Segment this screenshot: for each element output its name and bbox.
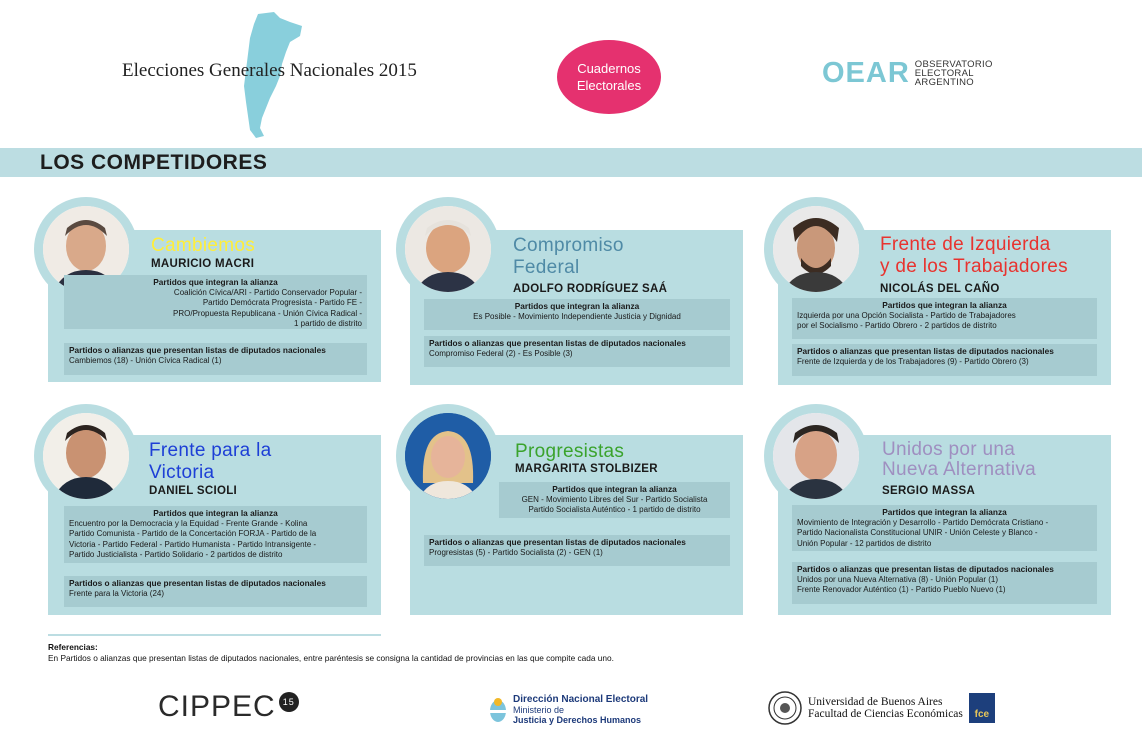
uba-line-1: Universidad de Buenos Aires bbox=[808, 696, 943, 708]
uba-seal-icon bbox=[768, 691, 802, 725]
section-title: LOS COMPETIDORES bbox=[40, 151, 268, 174]
references-heading: Referencias: bbox=[48, 642, 98, 652]
alliance-heading: Partidos que integran la alianza bbox=[514, 301, 640, 311]
lists-heading: Partidos o alianzas que presentan listas de diputados nacionales bbox=[69, 345, 326, 355]
alliance-text: Encuentro por la Democracia y la Equidad - Frente Grande - Kolina Partido Comunista - Partido de la Concertación FORJA - Partido de la Victoria - Partido Federal - Partido Humanista - Partido Intransigente - Partido Justicialista - Partido Solidario - 2 partidos de distrito bbox=[69, 518, 317, 559]
alliance-heading: Partidos que integran la alianza bbox=[153, 508, 278, 518]
lists-text: Progresistas (5) - Partido Socialista (2) - GEN (1) bbox=[429, 547, 603, 557]
lists-heading: Partidos o alianzas que presentan listas de diputados nacionales bbox=[429, 338, 686, 348]
alliance-box bbox=[424, 299, 730, 330]
fce-logo: fce bbox=[969, 693, 995, 723]
dne-sub-1: Ministerio de bbox=[513, 705, 565, 715]
lists-text: Unidos por una Nueva Alternativa (8) - Unión Popular (1) Frente Renovador Auténtico (1) - Partido Pueblo Nuevo (1) bbox=[797, 574, 1006, 594]
photo-ring bbox=[34, 404, 138, 508]
candidate-photo bbox=[405, 413, 491, 499]
lists-text: Compromiso Federal (2) - Es Posible (3) bbox=[429, 348, 573, 358]
badge-label: Cuadernos Electorales bbox=[576, 61, 642, 93]
references-text: En Partidos o alianzas que presentan listas de diputados nacionales, entre paréntesis se consigna la cantidad de provincias en las que compite cada uno. bbox=[48, 652, 614, 663]
alliance-box bbox=[64, 275, 367, 329]
argentina-seal-icon bbox=[488, 696, 508, 724]
references bbox=[48, 642, 614, 663]
alliance-heading: Partidos que integran la alianza bbox=[153, 277, 278, 287]
candidate-name: MARGARITA STOLBIZER bbox=[515, 463, 658, 475]
cippec-logo bbox=[158, 690, 299, 724]
uba-logo bbox=[768, 691, 995, 725]
lists-text: Cambiemos (18) - Unión Cívica Radical (1) bbox=[69, 355, 222, 365]
oear-line-3: ARGENTINO bbox=[914, 77, 974, 88]
alliance-text: Movimiento de Integración y Desarrollo - Partido Demócrata Cristiano - Partido Nacionalista Constitucional UNIR - Unión Celeste y Blanco - Unión Popular - 12 partidos de distrito bbox=[797, 517, 1049, 548]
alliance-heading: Partidos que integran la alianza bbox=[882, 300, 1007, 310]
party-name: Compromiso Federal bbox=[513, 235, 624, 278]
oear-logo bbox=[822, 57, 993, 90]
party-name: Progresistas bbox=[515, 441, 625, 462]
photo-ring bbox=[764, 197, 868, 301]
candidate-name: SERGIO MASSA bbox=[882, 485, 976, 497]
lists-heading: Partidos o alianzas que presentan listas de diputados nacionales bbox=[429, 537, 686, 547]
oear-line-1: OBSERVATORIO bbox=[914, 59, 993, 70]
alliance-text: Coalición Cívica/ARI - Partido Conservador Popular - Partido Demócrata Progresista - Partido FE - PRO/Propuesta Republicana - Unión Cívica Radical - 1 partido de distrito bbox=[173, 287, 362, 328]
dne-text bbox=[513, 695, 648, 725]
alliance-heading: Partidos que integran la alianza bbox=[552, 484, 677, 494]
alliance-box bbox=[64, 506, 367, 563]
photo-ring bbox=[764, 404, 868, 508]
lists-box bbox=[64, 576, 367, 607]
lists-heading: Partidos o alianzas que presentan listas de diputados nacionales bbox=[797, 564, 1054, 574]
alliance-box bbox=[499, 482, 730, 518]
party-name: Unidos por una Nueva Alternativa bbox=[882, 439, 1037, 480]
party-name: Cambiemos bbox=[151, 235, 256, 256]
uba-line-2: Facultad de Ciencias Económicas bbox=[808, 708, 963, 720]
lists-text: Frente para la Victoria (24) bbox=[69, 588, 165, 598]
alliance-heading: Partidos que integran la alianza bbox=[882, 507, 1007, 517]
party-name: Frente para la Victoria bbox=[149, 440, 272, 483]
alliance-box bbox=[792, 505, 1097, 551]
candidate-name: ADOLFO RODRÍGUEZ SAÁ bbox=[513, 283, 668, 295]
alliance-box bbox=[792, 298, 1097, 339]
uba-text bbox=[808, 696, 963, 720]
candidate-photo bbox=[405, 206, 491, 292]
cippec-wordmark: CIPPEC bbox=[158, 690, 276, 723]
cuadernos-badge bbox=[557, 40, 661, 114]
candidate-name: NICOLÁS DEL CAÑO bbox=[880, 283, 1000, 295]
alliance-text: Izquierda por una Opción Socialista - Partido de Trabajadores por el Socialismo - Partido Obrero - 2 partidos de distrito bbox=[797, 310, 1016, 330]
dne-sub-2: Justicia y Derechos Humanos bbox=[513, 715, 642, 725]
candidate-photo bbox=[773, 413, 859, 499]
oear-line-2: ELECTORAL bbox=[914, 68, 974, 79]
cippec-15-badge: 15 bbox=[279, 692, 299, 712]
lists-heading: Partidos o alianzas que presentan listas de diputados nacionales bbox=[69, 578, 326, 588]
party-name: Frente de Izquierda y de los Trabajadores bbox=[880, 234, 1068, 277]
candidate-photo bbox=[773, 206, 859, 292]
lists-text: Frente de Izquierda y de los Trabajadores (9) - Partido Obrero (3) bbox=[797, 356, 1029, 366]
lists-box bbox=[64, 343, 367, 375]
lists-box bbox=[424, 336, 730, 367]
lists-box bbox=[424, 535, 730, 566]
photo-ring bbox=[396, 197, 500, 301]
alliance-text: GEN - Movimiento Libres del Sur - Partido Socialista Partido Socialista Auténtico - 1 partido de distrito bbox=[521, 494, 708, 514]
lists-box bbox=[792, 562, 1097, 604]
lists-heading: Partidos o alianzas que presentan listas de diputados nacionales bbox=[797, 346, 1054, 356]
alliance-text: Es Posible - Movimiento Independiente Justicia y Dignidad bbox=[473, 311, 681, 321]
dne-logo bbox=[488, 695, 648, 725]
oear-mark: OEAR bbox=[822, 57, 910, 89]
oear-text bbox=[915, 60, 993, 87]
candidate-photo bbox=[43, 413, 129, 499]
dne-title: Dirección Nacional Electoral bbox=[513, 694, 649, 705]
candidate-name: MAURICIO MACRI bbox=[151, 258, 255, 270]
references-divider bbox=[48, 634, 381, 636]
page-title: Elecciones Generales Nacionales 2015 bbox=[122, 60, 417, 81]
photo-ring bbox=[396, 404, 500, 508]
candidate-name: DANIEL SCIOLI bbox=[149, 485, 238, 497]
lists-box bbox=[792, 344, 1097, 376]
